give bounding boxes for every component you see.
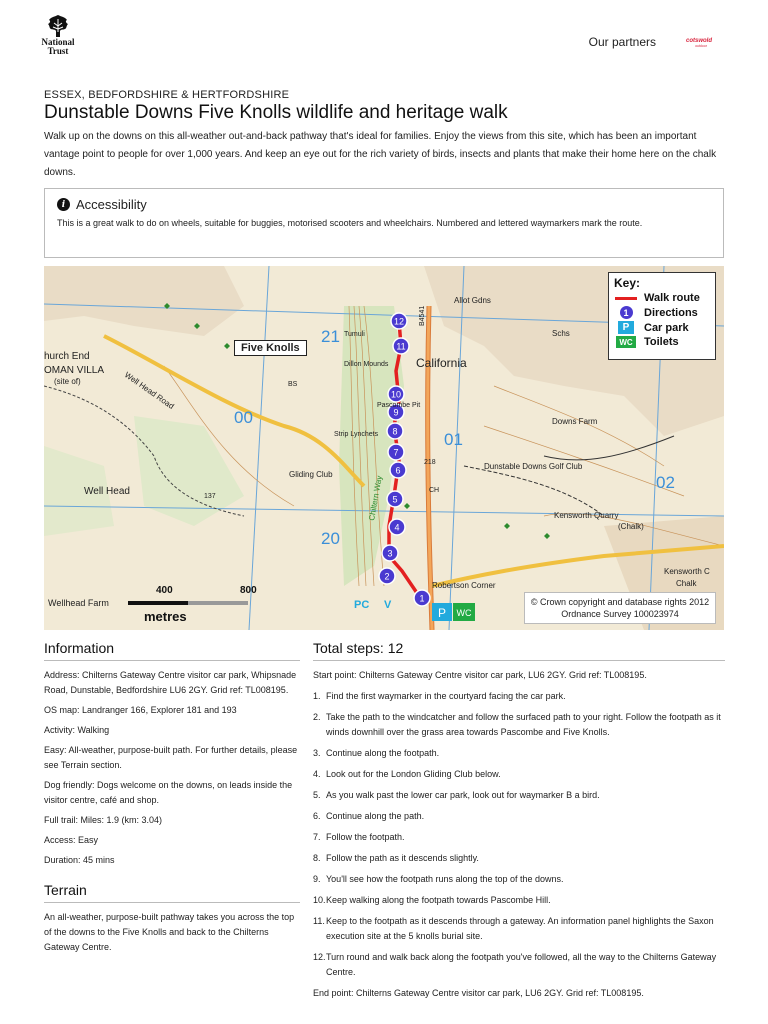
- steps-section: [313, 668, 725, 1001]
- car-park-icon: P: [618, 321, 634, 334]
- place-well-head-road: Well Head Road: [122, 370, 176, 411]
- step-number: 9.: [313, 874, 321, 884]
- step-text: Continue along the path.: [326, 811, 425, 821]
- toilets-icon: WC: [616, 336, 636, 348]
- route-point-2[interactable]: [379, 568, 395, 584]
- route-point-8[interactable]: [387, 423, 403, 439]
- route-point-7-label: 7: [393, 447, 399, 458]
- route-point-9-label: 9: [393, 407, 399, 418]
- place-schs: Schs: [552, 329, 570, 338]
- steps-list: [313, 689, 725, 980]
- info-access: Access: Easy: [44, 835, 99, 845]
- step-number: 11.: [313, 916, 325, 926]
- accessibility-heading: Accessibility: [76, 197, 147, 212]
- step-number: 7.: [313, 832, 321, 842]
- step-text: Keep to the footpath as it descends through a gateway. An information panel highlights the Saxon execution site at the 5 knolls burial site.: [326, 916, 714, 941]
- step-number: 10.: [313, 895, 326, 905]
- direction-circle-icon: 1: [620, 306, 633, 319]
- step-text: Keep walking along the footpath towards Pascombe Hill.: [326, 895, 551, 905]
- key-title: Key:: [614, 276, 641, 290]
- info-duration: Duration: 45 mins: [44, 855, 115, 865]
- step-item: [313, 710, 725, 740]
- logo-line-1: National: [41, 37, 75, 47]
- road-label-ch: CH: [429, 487, 440, 494]
- route-point-4-label: 4: [394, 522, 400, 533]
- page-title: Dunstable Downs Five Knolls wildlife and heritage walk: [44, 102, 508, 123]
- logo-line-2: Trust: [47, 46, 69, 56]
- region-label: ESSEX, BEDFORDSHIRE & HERTFORDSHIRE: [44, 89, 290, 101]
- start-point: Start point: Chilterns Gateway Centre visitor car park, LU6 2GY. Grid ref: TL008195.: [313, 670, 647, 680]
- route-point-5-label: 5: [392, 494, 398, 505]
- step-item: [313, 746, 725, 761]
- place-kensworth-quarry: Kensworth Quarry: [554, 511, 619, 520]
- grid-label-00: 00: [234, 408, 253, 427]
- info-address: Address: Chilterns Gateway Centre visitor car park, Whipsnade Road, Dunstable, Bedfordshire LU6 2GY. Grid ref: TL008195.: [44, 670, 297, 695]
- step-text: You'll see how the footpath runs along the top of the downs.: [326, 874, 564, 884]
- place-golf-club: Dunstable Downs Golf Club: [484, 462, 583, 471]
- intro-text: Walk up on the downs on this all-weather out-and-back pathway that's ideal for families. Enjoy the views from this site, which has been an important vantage point to people for over 1,000 years. And keep an eye out for the rich variety of birds, insects and plants that make their home here on the chalk downs.: [44, 131, 717, 178]
- route-point-1-label: 1: [419, 593, 425, 604]
- step-text: Turn round and walk back along the footpath you've followed, all the way to the Chilterns Gateway Centre.: [326, 952, 717, 977]
- scale-unit: metres: [144, 609, 187, 624]
- partner-logo-text: cotswold: [685, 38, 713, 44]
- partner-logo[interactable]: [682, 36, 716, 48]
- key-car-park: Car park: [644, 321, 689, 334]
- info-activity: Activity: Walking: [44, 725, 110, 735]
- road-label-218: 218: [424, 459, 436, 466]
- information-details: [44, 668, 300, 873]
- terrain-divider: [44, 902, 300, 903]
- route-point-5[interactable]: [387, 491, 403, 507]
- step-text: Follow the footpath.: [326, 832, 405, 842]
- place-pc: PC: [354, 599, 370, 611]
- step-item: [313, 788, 725, 803]
- five-knolls-callout: Five Knolls: [234, 340, 307, 356]
- place-villa-site: (site of): [54, 377, 81, 386]
- information-divider: [44, 660, 300, 661]
- place-chalk: Chalk: [676, 579, 697, 588]
- route-point-12-label: 12: [393, 316, 405, 327]
- terrain-heading: Terrain: [44, 882, 87, 898]
- place-tumuli: Tumuli: [344, 331, 365, 338]
- step-item: [313, 767, 725, 782]
- place-church-end: hurch End: [44, 351, 90, 362]
- route-point-7[interactable]: [388, 444, 404, 460]
- route-point-1[interactable]: [414, 590, 430, 606]
- place-pascombe: Pascombe Pit: [377, 402, 421, 409]
- place-california: California: [416, 356, 467, 370]
- partner-logo-subtext: outdoor: [695, 44, 707, 48]
- information-heading: Information: [44, 640, 115, 656]
- info-dogs: Dog friendly: Dogs welcome on the downs, on leads inside the visitor centre, café and shop.: [44, 780, 293, 805]
- partners-link[interactable]: Our partners: [588, 35, 656, 49]
- toilets-marker[interactable]: [453, 603, 475, 621]
- route-point-3[interactable]: [382, 545, 398, 561]
- step-text: Look out for the London Gliding Club below.: [326, 769, 501, 779]
- grid-label-02: 02: [656, 473, 675, 492]
- scale-800: 800: [240, 585, 257, 596]
- place-v: V: [384, 599, 392, 611]
- step-item: [313, 950, 725, 980]
- info-full-trail: Full trail: Miles: 1.9 (km: 3.04): [44, 815, 163, 825]
- grid-label-21: 21: [321, 327, 340, 346]
- step-text: As you walk past the lower car park, look out for waymarker B a bird.: [326, 790, 600, 800]
- map-key: [608, 272, 716, 360]
- route-map[interactable]: [44, 266, 724, 630]
- oak-leaf-icon: [45, 14, 71, 38]
- map-scale: [128, 587, 328, 627]
- step-item: [313, 914, 725, 944]
- road-label-b4541: B4541: [419, 305, 426, 326]
- car-park-marker[interactable]: [432, 603, 452, 621]
- place-quarry-chalk: (Chalk): [618, 522, 644, 531]
- route-point-2-label: 2: [384, 571, 390, 582]
- info-os-map: OS map: Landranger 166, Explorer 181 and 193: [44, 705, 237, 715]
- step-number: 3.: [313, 748, 321, 758]
- grid-label-01: 01: [444, 430, 463, 449]
- route-point-4[interactable]: [389, 519, 405, 535]
- route-point-3-label: 3: [387, 548, 393, 559]
- grid-label-20: 20: [321, 529, 340, 548]
- step-item: [313, 689, 725, 704]
- step-number: 4.: [313, 769, 321, 779]
- route-point-6[interactable]: [390, 462, 406, 478]
- national-trust-logo[interactable]: [38, 14, 78, 56]
- step-item: [313, 893, 725, 908]
- key-directions: Directions: [644, 306, 698, 319]
- terrain-text: An all-weather, purpose-built pathway takes you across the top of the downs to the Five Knolls and back to the Chilterns Gateway Centre.: [44, 912, 295, 952]
- step-item: [313, 809, 725, 824]
- step-text: Take the path to the windcatcher and follow the surfaced path to your right. Follow the footpath as it winds downhill over the grass area towards Pascombe and Five Knolls.: [326, 712, 721, 737]
- key-toilets: Toilets: [644, 336, 679, 348]
- step-number: 5.: [313, 790, 321, 800]
- step-item: [313, 830, 725, 845]
- step-number: 8.: [313, 853, 321, 863]
- car-park-label: P: [437, 606, 447, 620]
- info-easy: Easy: All-weather, purpose-built path. For further details, please see Terrain section.: [44, 745, 298, 770]
- place-chiltern-way: Chiltern Way: [367, 474, 384, 522]
- step-text: Follow the path as it descends slightly.: [326, 853, 479, 863]
- place-allot-gdns: Allot Gdns: [454, 296, 491, 305]
- route-point-11[interactable]: [393, 338, 409, 354]
- place-well-head: Well Head: [84, 486, 130, 497]
- route-point-12[interactable]: [391, 313, 407, 329]
- road-label-137: 137: [204, 493, 216, 500]
- accessibility-box: [44, 188, 724, 258]
- info-icon: i: [57, 198, 70, 211]
- step-item: [313, 851, 725, 866]
- accessibility-text: This is a great walk to do on wheels, suitable for buggies, motorised scooters and wheelchairs. Numbered and lettered waymarkers mark the route.: [57, 218, 643, 228]
- walk-route-line-icon: [615, 297, 637, 300]
- toilets-label: WC: [456, 608, 472, 618]
- step-number: 1.: [313, 691, 321, 701]
- key-walk-route: Walk route: [644, 292, 700, 304]
- steps-divider: [313, 660, 725, 661]
- route-point-8-label: 8: [392, 426, 398, 437]
- map-copyright: © Crown copyright and database rights 2012 Ordnance Survey 100023974: [524, 592, 716, 624]
- route-point-10-label: 10: [390, 389, 402, 400]
- end-point: End point: Chilterns Gateway Centre visitor car park, LU6 2GY. Grid ref: TL008195.: [313, 988, 644, 998]
- route-point-6-label: 6: [395, 465, 401, 476]
- route-point-10[interactable]: [388, 386, 404, 402]
- place-kensworth-c: Kensworth C: [664, 567, 710, 576]
- step-number: 2.: [313, 712, 321, 722]
- step-text: Continue along the footpath.: [326, 748, 440, 758]
- step-item: [313, 872, 725, 887]
- route-point-11-label: 11: [396, 341, 406, 352]
- step-number: 12.: [313, 952, 326, 962]
- scale-400: 400: [156, 585, 173, 596]
- place-strip-lynchets: Strip Lynchets: [334, 431, 379, 438]
- place-dillon-mounds: Dillon Mounds: [344, 361, 389, 368]
- place-wellhead-farm: Wellhead Farm: [48, 598, 109, 608]
- place-downs-farm: Downs Farm: [552, 417, 598, 426]
- place-roman-villa: OMAN VILLA: [44, 365, 105, 376]
- place-gliding-club: Gliding Club: [289, 470, 333, 479]
- step-text: Find the first waymarker in the courtyard facing the car park.: [326, 691, 566, 701]
- place-robertson-corner: Robertson Corner: [432, 581, 496, 590]
- road-label-bs: BS: [288, 381, 298, 388]
- steps-heading: Total steps: 12: [313, 640, 404, 656]
- step-number: 6.: [313, 811, 321, 821]
